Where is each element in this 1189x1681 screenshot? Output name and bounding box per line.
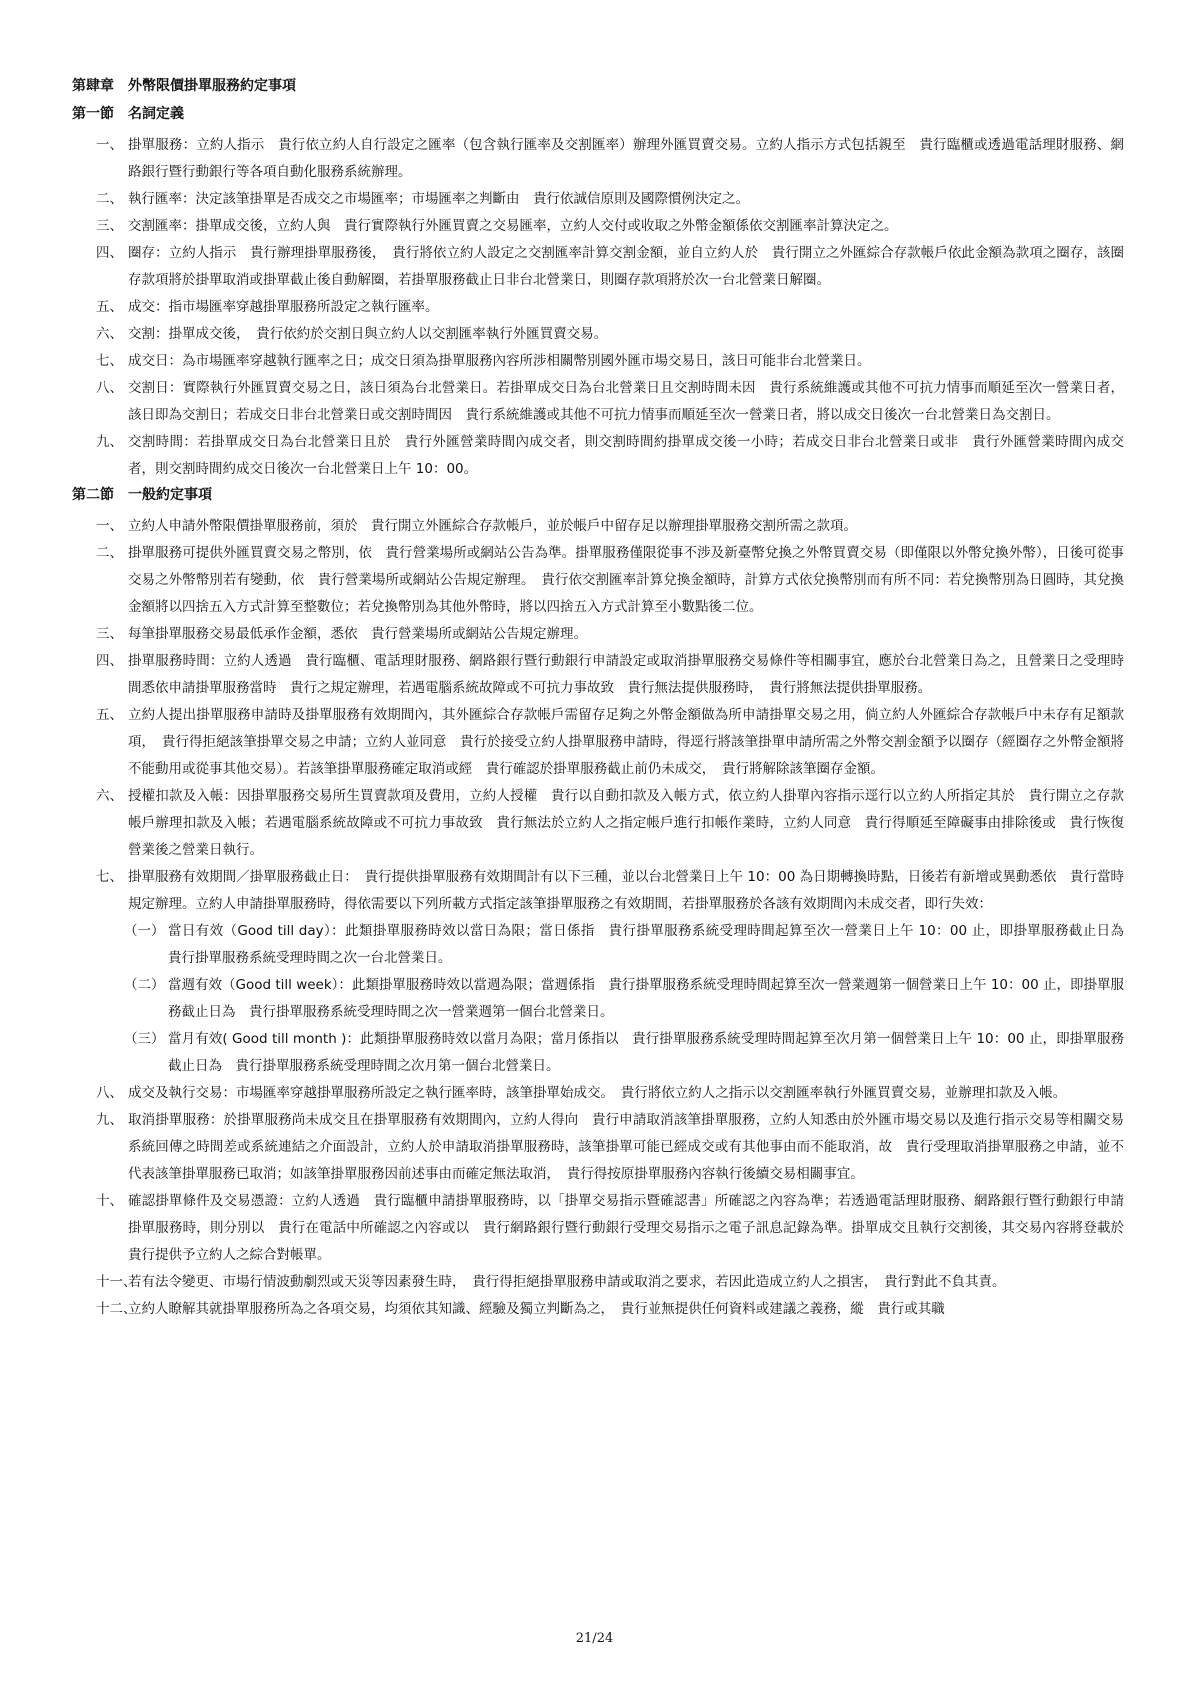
definition-item: [72, 132, 1124, 186]
item-number: 五、: [96, 707, 123, 723]
document-body: [72, 76, 1138, 1323]
item-text: 若有法令變更、市場行情波動劇烈或天災等因素發生時， 貴行得拒絕掛單服務申請或取消之要求，若因此造成立約人之損害， 貴行對此不負其責。: [128, 1274, 1006, 1290]
item-text: 立約人提出掛單服務申請時及掛單服務有效期間內，其外匯綜合存款帳戶需留存足夠之外幣金額做為所申請掛單交易之用，倘立約人外匯綜合存款帳戶中未存有足額款項， 貴行得拒絕該筆掛單交易之申請；立約人並同意 貴行於接受立約人掛單服務申請時，得逕行將該筆掛單申請所需之外幣交割金額予以圈存（經圈存之外幣金額將不能動用或從事其他交易）。若該筆掛單服務確定取消或經 貴行確認於掛單服務截止前仍未成交， 貴行將解除該筆圈存金額。: [128, 707, 1124, 777]
agreement-item: [72, 540, 1124, 621]
agreement-item: [72, 1269, 1124, 1296]
item-number: 八、: [96, 380, 123, 396]
item-text: 成交日：為市場匯率穿越執行匯率之日；成交日須為掛單服務內容所涉相關幣別國外匯市場交易日，該日可能非台北營業日。: [128, 353, 871, 369]
sub-item: [72, 972, 1124, 1026]
agreement-item: [72, 648, 1124, 702]
agreement-item: [72, 1080, 1124, 1107]
sub-item: [72, 918, 1138, 972]
agreement-item: [72, 513, 1124, 540]
item-number: 七、: [96, 353, 123, 369]
agreement-item: [72, 621, 1124, 648]
item-number: 三、: [96, 218, 123, 234]
item-number: 四、: [96, 245, 123, 261]
item-number: 七、: [96, 869, 123, 885]
agreement-item: [72, 702, 1124, 783]
agreement-item: [72, 1188, 1138, 1269]
item-number: 十二、: [96, 1301, 137, 1317]
item-text: 交割時間：若掛單成交日為台北營業日且於 貴行外匯營業時間內成交者，則交割時間約掛單成交後一小時；若成交日非台北營業日或非 貴行外匯營業時間內成交者，則交割時間約成交日後次一台北營業日上午 10：00。: [128, 434, 1124, 477]
item-text: 成交：指市場匯率穿越掛單服務所設定之執行匯率。: [128, 299, 439, 315]
section1-title: 第一節 名詞定義: [72, 106, 184, 122]
item-text: 立約人申請外幣限價掛單服務前，須於 貴行開立外匯綜合存款帳戶，並於帳戶中留存足以辦理掛單服務交割所需之款項。: [128, 518, 857, 534]
agreement-item: [72, 1296, 1124, 1323]
sub-item-text: 當月有效( Good till month )：此類掛單服務時效以當月為限；當月係指以 貴行掛單服務系統受理時間起算至次月第一個營業日上午 10：00 止，即掛單服務截止日為 貴行掛單服務系統受理時間之次月第一個台北營業日。: [168, 1031, 1124, 1074]
definition-item: [72, 375, 1124, 429]
agreement-item: [72, 864, 1124, 918]
item-number: 九、: [96, 1112, 123, 1128]
item-number: 九、: [96, 434, 123, 450]
sub-item-number: （一）: [124, 923, 165, 939]
item-number: 六、: [96, 788, 123, 804]
sub-item-number: （三）: [124, 1031, 165, 1047]
item-number: 二、: [96, 191, 123, 207]
item-number: 十一、: [96, 1274, 137, 1290]
item-number: 八、: [96, 1085, 123, 1101]
sub-item-text: 當日有效（Good till day）：此類掛單服務時效以當日為限；當日係指 貴行掛單服務系統受理時間起算至次一營業日上午 10：00 止，即掛單服務截止日為 貴行掛單服務系統受理時間之次一台北營業日。: [168, 923, 1138, 966]
item-number: 一、: [96, 137, 123, 153]
definition-item: [72, 348, 1124, 375]
item-text: 掛單服務：立約人指示 貴行依立約人自行設定之匯率（包含執行匯率及交割匯率）辦理外匯買賣交易。立約人指示方式包括親至 貴行臨櫃或透過電話理財服務、網路銀行暨行動銀行等各項自動化服務系統辦理。: [128, 137, 1124, 180]
agreement-item: [72, 1107, 1124, 1188]
chapter-title: 第肆章 外幣限價掛單服務約定事項: [72, 78, 296, 94]
item-number: 二、: [96, 545, 123, 561]
definition-item: [72, 240, 1124, 294]
page-number: 21/24: [575, 1631, 614, 1646]
item-text: 授權扣款及入帳：因掛單服務交易所生買賣款項及費用，立約人授權 貴行以自動扣款及入帳方式，依立約人掛單內容指示逕行以立約人所指定其於 貴行開立之存款帳戶辦理扣款及入帳；若遇電腦系統故障或不可抗力事故致 貴行無法於立約人之指定帳戶進行扣帳作業時，立約人同意 貴行得順延至障礙事由排除後或 貴行恢復營業後之營業日執行。: [128, 788, 1124, 858]
item-number: 六、: [96, 326, 123, 342]
definition-item: [72, 213, 1124, 240]
item-text: 圈存：立約人指示 貴行辦理掛單服務後， 貴行將依立約人設定之交割匯率計算交割金額，並自立約人於 貴行開立之外匯綜合存款帳戶依此金額為款項之圈存，該圈存款項將於掛單取消或掛單截止後自動解圈，若掛單服務截止日非台北營業日，則圈存款項將於次一台北營業日解圈。: [128, 245, 1124, 288]
item-text: 交割：掛單成交後， 貴行依約於交割日與立約人以交割匯率執行外匯買賣交易。: [128, 326, 608, 342]
item-text: 執行匯率：決定該筆掛單是否成交之市場匯率；市場匯率之判斷由 貴行依誠信原則及國際慣例決定之。: [128, 191, 749, 207]
item-text: 交割日：實際執行外匯買賣交易之日，該日須為台北營業日。若掛單成交日為台北營業日且交割時間未因 貴行系統維護或其他不可抗力情事而順延至次一營業日者，該日即為交割日；若成交日非台北營業日或交割時間因 貴行系統維護或其他不可抗力情事而順延至次一營業日者，將以成交日後次一台北營業日為交割日。: [128, 380, 1124, 423]
item-text: 每筆掛單服務交易最低承作金額，悉依 貴行營業場所或網站公告規定辦理。: [128, 626, 587, 642]
item-number: 十、: [96, 1193, 123, 1209]
item-text: 掛單服務可提供外匯買賣交易之幣別，依 貴行營業場所或網站公告為準。掛單服務僅限從事不涉及新臺幣兌換之外幣買賣交易（即僅限以外幣兌換外幣），日後可從事交易之外幣幣別若有變動，依 貴行營業場所或網站公告規定辦理。 貴行依交割匯率計算兌換金額時，計算方式依兌換幣別而有所不同：若兌換幣別為日圓時，其兌換金額將以四捨五入方式計算至整數位；若兌換幣別為其他外幣時，將以四捨五入方式計算至小數點後二位。: [128, 545, 1124, 615]
agreement-item: [72, 783, 1124, 864]
item-text: 掛單服務時間：立約人透過 貴行臨櫃、電話理財服務、網路銀行暨行動銀行申請設定或取消掛單服務交易條件等相關事宜，應於台北營業日為之，且營業日之受理時間悉依申請掛單服務當時 貴行之規定辦理，若遇電腦系統故障或不可抗力事故致 貴行無法提供服務時， 貴行將無法提供掛單服務。: [128, 653, 1124, 696]
sub-item-number: （二）: [124, 977, 165, 993]
item-text: 確認掛單條件及交易憑證：立約人透過 貴行臨櫃申請掛單服務時，以「掛單交易指示暨確認書」所確認之內容為準；若透過電話理財服務、網路銀行暨行動銀行申請掛單服務時，則分別以 貴行在電話中所確認之內容或以 貴行網路銀行暨行動銀行受理交易指示之電子訊息記錄為準。掛單成交且執行交割後，其交易內容將登載於 貴行提供予立約人之綜合對帳單。: [128, 1193, 1138, 1263]
item-text: 立約人瞭解其就掛單服務所為之各項交易，均須依其知識、經驗及獨立判斷為之， 貴行並無提供任何資料或建議之義務，縱 貴行或其職: [128, 1301, 945, 1317]
definition-item: [72, 186, 1124, 213]
item-text: 成交及執行交易：市場匯率穿越掛單服務所設定之執行匯率時，該筆掛單始成交。 貴行將依立約人之指示以交割匯率執行外匯買賣交易，並辦理扣款及入帳。: [128, 1085, 1067, 1101]
item-text: 交割匯率：掛單成交後，立約人與 貴行實際執行外匯買賣之交易匯率，立約人交付或收取之外幣金額係依交割匯率計算決定之。: [128, 218, 898, 234]
item-number: 三、: [96, 626, 123, 642]
item-number: 五、: [96, 299, 123, 315]
sub-item-text: 當週有效（Good till week）：此類掛單服務時效以當週為限；當週係指 貴行掛單服務系統受理時間起算至次一營業週第一個營業日上午 10：00 止，即掛單服務截止日為 貴行掛單服務系統受理時間之次一營業週第一個台北營業日。: [168, 977, 1124, 1020]
item-number: 一、: [96, 518, 123, 534]
item-text: 取消掛單服務：於掛單服務尚未成交且在掛單服務有效期間內，立約人得向 貴行申請取消該筆掛單服務，立約人知悉由於外匯市場交易以及進行指示交易等相關交易系統回傳之時間差或系統連結之介面設計，立約人於申請取消掛單服務時，該筆掛單可能已經成交或有其他事由而不能取消，故 貴行受理取消掛單服務之申請，並不代表該筆掛單服務已取消；如該筆掛單服務因前述事由而確定無法取消， 貴行得按原掛單服務內容執行後續交易相關事宜。: [128, 1112, 1124, 1182]
item-number: 四、: [96, 653, 123, 669]
definition-item: [72, 429, 1124, 483]
definition-item: [72, 321, 1124, 348]
definition-item: [72, 294, 1124, 321]
section2-title: 第二節 一般約定事項: [72, 487, 212, 503]
item-text: 掛單服務有效期間／掛單服務截止日： 貴行提供掛單服務有效期間計有以下三種，並以台北營業日上午 10：00 為日期轉換時點，日後若有新增或異動悉依 貴行當時規定辦理。立約人申請掛單服務時，得依需要以下列所載方式指定該筆掛單服務之有效期間，若掛單服務於各該有效期間內未成交者，即行失效：: [128, 869, 1124, 912]
sub-item: [72, 1026, 1124, 1080]
